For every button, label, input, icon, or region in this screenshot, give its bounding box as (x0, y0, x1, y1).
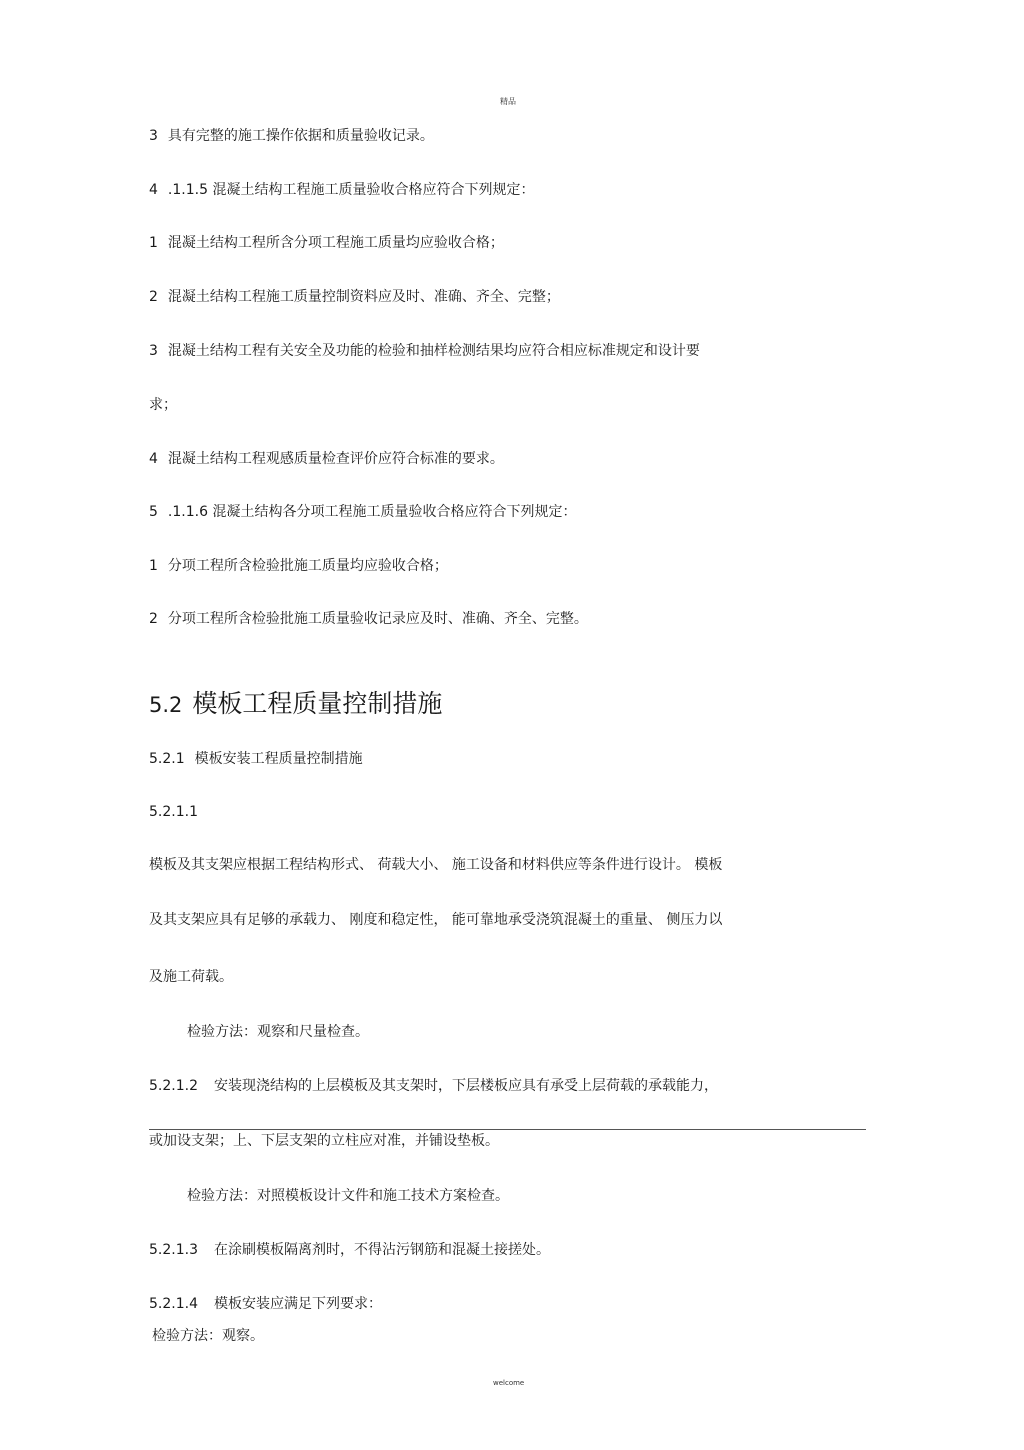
subsection-number: 5.2.1 (149, 751, 185, 767)
clause (149, 1077, 718, 1095)
clause-number: 5.2.1.3 (149, 1242, 198, 1258)
item-text: 混凝土结构工程施工质量控制资料应及时、准确、齐全、完整； (167, 289, 560, 305)
clause-text: 在涂刷模板隔离剂时，不得沾污钢筋和混凝土接搓处。 (213, 1242, 550, 1258)
paragraph-line: 及其支架应具有足够的承载力、 刚度和稳定性， 能可靠地承受浇筑混凝土的重量、 侧压力以 (149, 912, 723, 928)
item-number: 5 (149, 504, 158, 520)
section-title: 模板工程质量控制措施 (192, 689, 443, 718)
section-number: 5.2 (149, 693, 183, 717)
item-number: 3 (149, 343, 158, 359)
list-item (149, 557, 448, 575)
list-item (149, 342, 700, 360)
item-number: 1 (149, 558, 158, 574)
item-text: 求； (149, 397, 177, 413)
item-text: 分项工程所含检验批施工质量均应验收合格； (167, 558, 448, 574)
list-item (149, 234, 504, 252)
clause-number: 5.2.1.4 (149, 1296, 198, 1312)
clause-text: 模板安装应满足下列要求： (213, 1296, 382, 1312)
item-text: .1.1.6 混凝土结构各分项工程施工质量验收合格应符合下列规定： (167, 504, 577, 520)
list-item (149, 127, 434, 145)
item-text: 混凝土结构工程有关安全及功能的检验和抽样检测结果均应符合相应标准规定和设计要 (167, 343, 700, 359)
horizontal-rule (149, 1129, 866, 1130)
clause-number: 5.2.1.2 (149, 1078, 198, 1094)
page-footer-mark: welcome (493, 1379, 525, 1387)
item-text: 分项工程所含检验批施工质量验收记录应及时、准确、齐全、完整。 (167, 611, 588, 627)
item-text: 混凝土结构工程观感质量检查评价应符合标准的要求。 (167, 451, 504, 467)
inspection-method: 检验方法：观察和尺量检查。 (187, 1024, 369, 1040)
clause-text: 安装现浇结构的上层模板及其支架时，下层楼板应具有承受上层荷载的承载能力， (213, 1078, 718, 1094)
inspection-method: 检验方法：观察。 (152, 1328, 264, 1344)
clause (149, 1241, 550, 1259)
list-item (149, 288, 560, 306)
list-item-continuation (149, 396, 177, 414)
subsection-heading (149, 750, 363, 768)
section-heading (149, 688, 442, 721)
inspection-method: 检验方法：对照模板设计文件和施工技术方案检查。 (187, 1188, 509, 1204)
item-number: 4 (149, 451, 158, 467)
paragraph-line: 及施工荷载。 (149, 969, 233, 985)
item-number: 2 (149, 611, 158, 627)
item-text: 具有完整的施工操作依据和质量验收记录。 (167, 128, 434, 144)
item-number: 2 (149, 289, 158, 305)
subsection-title: 模板安装工程质量控制措施 (194, 751, 363, 767)
clause-number: 5.2.1.1 (149, 804, 198, 820)
item-text: 混凝土结构工程所含分项工程施工质量均应验收合格； (167, 235, 504, 251)
page-header-mark: 精品 (500, 97, 516, 106)
paragraph-line: 模板及其支架应根据工程结构形式、 荷载大小、 施工设备和材料供应等条件进行设计。 模板 (149, 857, 723, 873)
list-item (149, 181, 534, 199)
list-item (149, 503, 576, 521)
item-number: 4 (149, 182, 158, 198)
item-text: .1.1.5 混凝土结构工程施工质量验收合格应符合下列规定： (167, 182, 535, 198)
clause-continuation: 或加设支架；上、下层支架的立柱应对准，并铺设垫板。 (149, 1133, 499, 1149)
item-number: 1 (149, 235, 158, 251)
clause (149, 1295, 382, 1313)
list-item (149, 610, 588, 628)
item-number: 3 (149, 128, 158, 144)
list-item (149, 450, 504, 468)
